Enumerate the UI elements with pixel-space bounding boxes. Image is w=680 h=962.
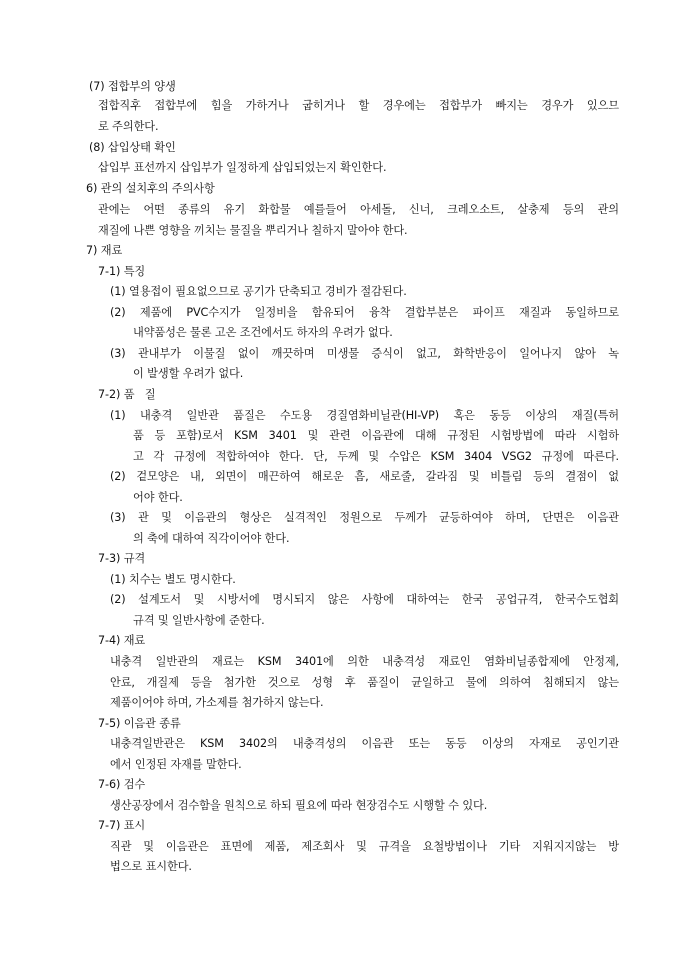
list-item-continuation: 규격 및 일반사항에 준한다. [133, 614, 265, 627]
heading-insertion-check: (8) 삽입상태 확인 [89, 141, 176, 154]
list-item: (2) 겉모양은 내, 외면이 매끈하여 해로운 흠, 새로줄, 갈라짐 및 비틀림 등의 결점이 없 [110, 470, 619, 483]
heading-joint-curing: (7) 접합부의 양생 [89, 80, 176, 93]
list-item: (2) 제품에 PVC수지가 일정비을 함유되어 융착 결합부분은 파이프 재질과 동일하므로 [110, 306, 619, 319]
paragraph-line: 안료, 개질제 등을 첨가한 것으로 성형 후 품질이 균일하고 물에 의하여 침해되지 않는 [110, 676, 619, 689]
list-item: (1) 열용접이 필요없으므로 공기가 단축되고 경비가 절감된다. [110, 285, 407, 298]
paragraph-line: 내충격일반관은 KSM 3402의 내충격성의 이음관 또는 동등 이상의 자재로 공인기관 [110, 737, 619, 750]
paragraph-line: 생산공장에서 검수함을 원칙으로 하되 필요에 따라 현장검수도 시행할 수 있다. [110, 799, 488, 812]
paragraph-line: 로 주의한다. [98, 120, 159, 133]
subheading-features: 7-1) 특징 [98, 265, 146, 278]
paragraph-line: 직관 및 이음관은 표면에 제품, 제조회사 및 규격을 요철방법이나 기타 지워지지않는 방 [110, 840, 619, 853]
subheading-quality: 7-2) 품 질 [98, 388, 156, 401]
subheading-specification: 7-3) 규격 [98, 552, 146, 565]
paragraph-line: 삽입부 표선까지 삽입부가 일정하게 삽입되었는지 확인한다. [98, 161, 387, 174]
subheading-fitting-types: 7-5) 이음관 종류 [98, 717, 181, 730]
subheading-material: 7-4) 재료 [98, 634, 146, 647]
list-item-continuation: 고 각 규정에 적합하여야 한다. 단, 두께 및 수압은 KSM 3404 VSG2 규정에 따른다. [133, 450, 619, 463]
list-item-continuation: 내약품성은 물론 고온 조건에서도 하자의 우려가 없다. [133, 326, 393, 339]
list-item: (1) 내충격 일반관 품질은 수도용 경질염화비닐관(HI-VP) 혹은 동등 이상의 재질(특허 [110, 409, 619, 422]
heading-post-install-notes: 6) 관의 설치후의 주의사항 [86, 182, 215, 195]
paragraph-line: 내충격 일반관의 재료는 KSM 3401에 의한 내충격성 재료인 염화비닐종합제에 안정제, [110, 655, 619, 668]
list-item: (3) 관내부가 이물질 없이 깨끗하며 미생물 증식이 없고, 화학반응이 일어나지 않아 녹 [110, 347, 619, 360]
paragraph-line: 제품이어야 하며, 가소제를 첨가하지 않는다. [110, 696, 324, 709]
list-item-continuation: 의 축에 대하여 직각이어야 한다. [133, 532, 290, 545]
paragraph-line: 접합직후 접합부에 힘을 가하거나 굽히거나 할 경우에는 접합부가 빠지는 경우가 있으므 [98, 99, 619, 112]
paragraph-line: 법으로 표시한다. [110, 860, 192, 873]
subheading-marking: 7-7) 표시 [98, 819, 146, 832]
heading-materials: 7) 재료 [86, 244, 123, 257]
paragraph-line: 관에는 어떤 종류의 유기 화합물 예를들어 아세돌, 신너, 크레오소트, 살충제 등의 관의 [98, 203, 619, 216]
subheading-inspection: 7-6) 검수 [98, 778, 146, 791]
list-item: (1) 치수는 별도 명시한다. [110, 573, 236, 586]
list-item: (2) 설계도서 및 시방서에 명시되지 않은 사항에 대하여는 한국 공업규격, 한국수도협회 [110, 593, 619, 606]
list-item: (3) 관 및 이음관의 형상은 실격적인 정원으로 두께가 균등하여야 하며, 단면은 이음관 [110, 511, 619, 524]
paragraph-line: 재질에 나쁜 영향을 끼치는 물질을 뿌리거나 칠하지 말아야 한다. [98, 224, 408, 237]
paragraph-line: 에서 인정된 자재를 말한다. [110, 758, 242, 771]
list-item-continuation: 어야 한다. [133, 491, 183, 504]
list-item-continuation: 품 등 포함)로서 KSM 3401 및 관련 이음관에 대해 규정된 시험방법에 따라 시험하 [133, 429, 619, 442]
list-item-continuation: 이 발생할 우려가 없다. [133, 367, 244, 380]
